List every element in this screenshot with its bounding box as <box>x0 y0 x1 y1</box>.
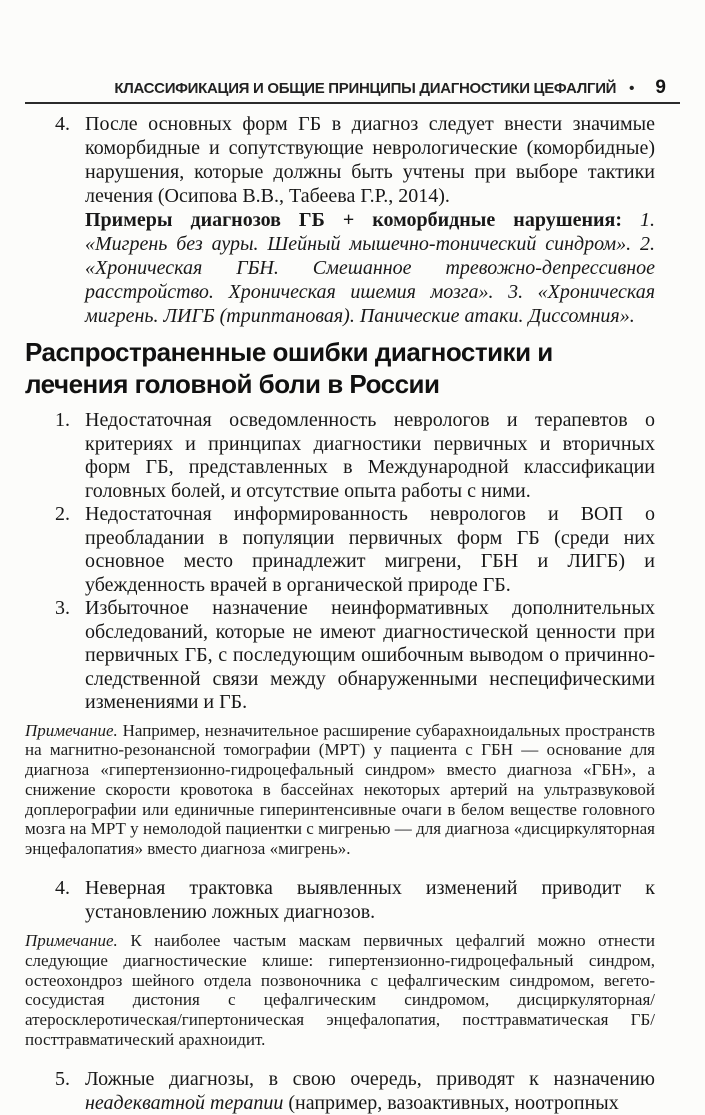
note-2 <box>25 931 655 1050</box>
note-1 <box>25 721 655 860</box>
item5-text-before: Ложные диагнозы, в свою очередь, приводят к назначению <box>85 1067 655 1090</box>
note-label: Примечание. <box>25 720 118 740</box>
list-item-text: Недостаточная осведомленность неврологов и терапевтов о критериях и принципах диагностики первичных и вторичных форм ГБ, представленных в Международной классификации головных болей, и отсутствие опыта работы с ними. <box>85 409 655 502</box>
list-number: 4. <box>55 113 70 135</box>
section-heading: Распространенные ошибки диагностики и лечения головной боли в России <box>25 337 553 399</box>
list-item-5 <box>25 1067 655 1115</box>
list-item-2 <box>25 503 655 597</box>
errors-list <box>25 409 655 715</box>
examples-paragraph <box>85 208 655 328</box>
list-item-body <box>85 597 655 715</box>
header-bullet-separator: • <box>629 80 635 97</box>
note-text: К наиболее частым маскам первичных цефалгий можно отнести следующие диагностические клише: гипертензионно-гидроцефальный синдром, остеохондроз шейного отдела позвоночника с цефалгическим синдромом, вегето-сосудистая дистония с цефалгическим синдромом, дисциркуляторная/атеросклеротическая/гипертоническая энцефалопатия, посттравматическая ГБ/посттравматический арахноидит. <box>25 931 655 1050</box>
list-item-body <box>85 112 655 328</box>
examples-label: Примеры диагнозов ГБ + коморбидные нарушения: <box>85 209 640 231</box>
list-number: 5. <box>55 1067 70 1090</box>
running-title: КЛАССИФИКАЦИЯ И ОБЩИЕ ПРИНЦИПЫ ДИАГНОСТИКИ ЦЕФАЛГИЙ <box>114 80 617 97</box>
list-item-body <box>85 409 655 503</box>
list-item-1 <box>25 409 655 503</box>
list-item-text: Недостаточная информированность неврологов и ВОП о преобладании в популяции первичных форм ГБ (среди них основное место принадлежит мигрени, ГБН и ЛИГБ) и убежденность врачей в органической природе ГБ. <box>85 503 655 596</box>
list-item-4 <box>25 876 655 924</box>
list-item-body <box>85 876 655 924</box>
list-item-text: Избыточное назначение неинформативных дополнительных обследований, которые не имеют диагностической ценности при первичных ГБ, с последующим ошибочным выводом о причинно-следственной связи между обнаруженными неспецифическими изменениями и ГБ. <box>85 597 655 713</box>
item5-text-after: (например, вазоактивных, ноотропных <box>283 1091 619 1114</box>
page-content <box>25 112 655 1115</box>
examples-text: 1. «Мигрень без ауры. Шейный мышечно-тонический синдром». 2. «Хроническая ГБН. Смешанное тревожно-депрессивное расстройство. Хроническая ишемия мозга». 3. «Хроническая мигрень. ЛИГБ (триптановая). Панические атаки. Диссомния». <box>85 209 655 327</box>
note-text: Например, незначительное расширение субарахноидальных пространств на магнитно-резонансной томографии (МРТ) у пациента с ГБН — основание для диагноза «гипертензионно-гидроцефальный синдром» вместо диагноза «ГБН», а снижение скорости кровотока в бассейнах некоторых артерий на ультразвуковой доплерографии или единичные гиперинтенсивные очаги в белом веществе головного мозга на МРТ у немолодой пациентки с мигренью — для диагноза «дисциркуляторная энцефалопатия» вместо диагноза «мигрень». <box>25 720 655 859</box>
list-item-text: После основных форм ГБ в диагноз следует внести значимые коморбидные и сопутствующие неврологические (коморбидные) нарушения, которые должны быть учтены при выборе тактики лечения (Осипова В.В., Табеева Г.Р., 2014). <box>85 113 655 207</box>
page-number: 9 <box>655 77 666 98</box>
list-number: 4. <box>55 877 70 900</box>
list-item-intro-4 <box>25 112 655 328</box>
header-rule <box>25 102 680 104</box>
list-item-body <box>85 503 655 597</box>
list-number: 1. <box>55 409 70 431</box>
list-number: 3. <box>55 597 70 619</box>
list-number: 2. <box>55 503 70 525</box>
list-item-text <box>85 1067 655 1115</box>
list-item-3 <box>25 597 655 715</box>
running-header <box>25 0 680 99</box>
note-label: Примечание. <box>25 931 118 951</box>
item5-text-italic: неадекватной терапии <box>85 1091 284 1114</box>
list-item-text: Неверная трактовка выявленных изменений приводит к установлению ложных диагнозов. <box>85 877 655 924</box>
list-item-body <box>85 1067 655 1115</box>
